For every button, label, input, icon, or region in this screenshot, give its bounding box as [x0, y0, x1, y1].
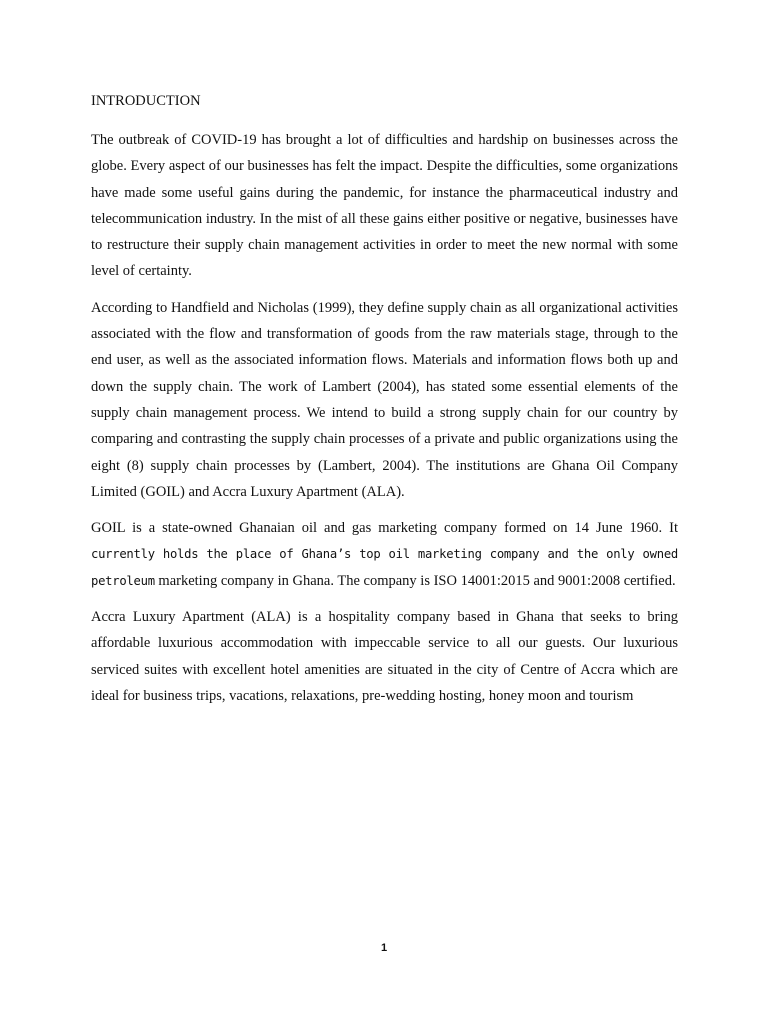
- goil-text-part-3: marketing company in Ghana. The company is ISO 14001:2015 and 9001:2008 certified.: [154, 572, 676, 589]
- paragraph-supply-chain-definition: According to Handfield and Nicholas (1999), they define supply chain as all organizational activities associated with the flow and transformation of goods from the raw materials stage, through to the end user, as well as the associated information flows. Materials and information flows both up and down the supply chain. The work of Lambert (2004), has stated some essential elements of the supply chain management process. We intend to build a strong supply chain for our country by comparing and contrasting the supply chain processes of a private and public organizations using the eight (8) supply chain processes by (Lambert, 2004). The institutions are Ghana Oil Company Limited (GOIL) and Accra Luxury Apartment (ALA).: [91, 299, 678, 500]
- document-body: [91, 90, 678, 719]
- paragraph-covid-impact: The outbreak of COVID-19 has brought a lot of difficulties and hardship on businesses across the globe. Every aspect of our businesses has felt the impact. Despite the difficulties, some organizations have made some useful gains during the pandemic, for instance the pharmaceutical industry and telecommunication industry. In the mist of all these gains either positive or negative, businesses have to restructure their supply chain management activities in order to meet the new normal with some level of certainty.: [91, 132, 678, 280]
- paragraph-ala: Accra Luxury Apartment (ALA) is a hospitality company based in Ghana that seeks to bring affordable luxurious accommodation with impeccable service to all our guests. Our luxurious serviced suites with excellent hotel amenities are situated in the city of Centre of Accra which are ideal for business trips, vacations, relaxations, pre-wedding hosting, honey moon and tourism: [91, 609, 678, 704]
- goil-text-part-1: GOIL is a state-owned Ghanaian oil and gas marketing company formed on 14 June 1960. It: [91, 520, 678, 537]
- goil-text-part-2: currently holds the place of Ghana’s top oil marketing company and the only owned petroleum: [91, 547, 678, 588]
- page-number: 1: [380, 942, 388, 954]
- paragraph-goil: [91, 515, 678, 594]
- section-heading: INTRODUCTION: [91, 93, 201, 109]
